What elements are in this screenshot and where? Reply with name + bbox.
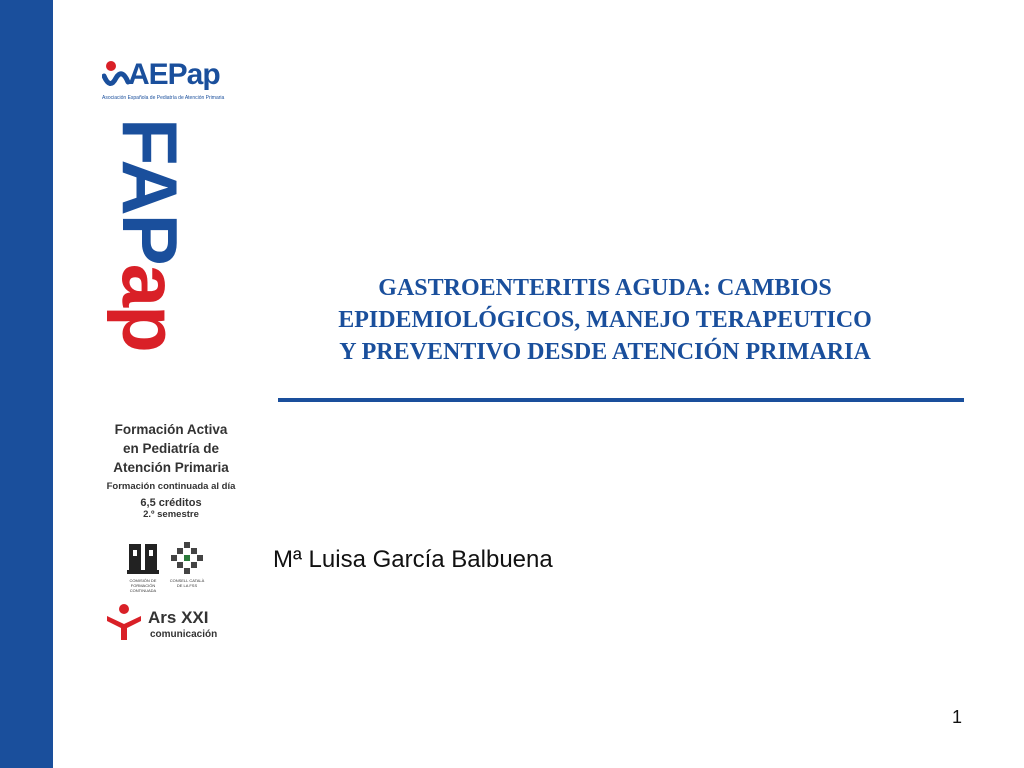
slide-title	[270, 272, 940, 368]
fapap-logo-part1: FAP	[106, 118, 194, 264]
aepap-logo	[102, 58, 242, 108]
fapap-logo-part2: ap	[106, 263, 194, 351]
title-line-1: GASTROENTERITIS AGUDA: CAMBIOS	[378, 275, 832, 301]
formacion-line2: en Pediatría de	[122, 441, 220, 456]
aepap-subtitle: Asociación Española de Pediatría de Atención Primaria	[102, 95, 225, 101]
partner-1-caption: COMISIÓN DE FORMACIÓN CONTINUADA	[129, 578, 157, 593]
page-number: 1	[952, 707, 963, 727]
aepap-name: AEPap	[128, 58, 220, 91]
left-accent-bar	[0, 0, 53, 768]
author-name: Mª Luisa García Balbuena	[273, 546, 553, 573]
comision-emblem-icon	[125, 540, 161, 576]
consell-emblem-icon	[169, 540, 205, 576]
formacion-block	[96, 420, 246, 520]
partner-logos	[125, 540, 225, 600]
title-underline	[278, 398, 964, 402]
partner-logo-consell	[169, 540, 205, 598]
semestre-label: 2.º semestre	[143, 509, 199, 520]
formacion-line1: Formación Activa	[114, 422, 228, 437]
title-line-3: Y PREVENTIVO DESDE ATENCIÓN PRIMARIA	[339, 339, 871, 365]
ars-xxi-logo	[104, 602, 234, 642]
ars-name: Ars XXI	[148, 608, 209, 627]
ars-sub: comunicación	[150, 629, 218, 640]
formacion-line3: Atención Primaria	[113, 460, 229, 475]
fapap-logo	[106, 118, 194, 398]
aepap-figure-icon	[102, 60, 130, 94]
partner-logo-comision	[125, 540, 161, 598]
creditos-label: 6,5 créditos	[140, 497, 202, 509]
partner-2-caption: CONSELL CATALÀ DE LA FSS	[169, 578, 205, 588]
title-line-2: EPIDEMIOLÓGICOS, MANEJO TERAPEUTICO	[338, 307, 872, 333]
ars-figure-icon	[104, 602, 144, 642]
formacion-continuada: Formación continuada al día	[106, 481, 236, 492]
